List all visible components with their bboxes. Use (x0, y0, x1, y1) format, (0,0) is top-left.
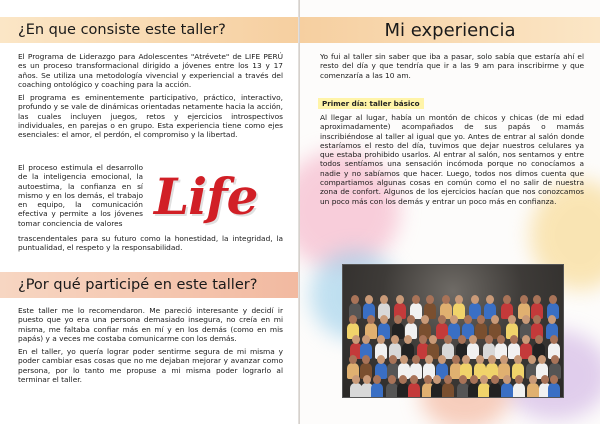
why-paragraph-2: En el taller, yo quería lograr poder sentirme segura de mi misma y poder cambiar esas cosas que no me dejaban mejorar y avanzar como persona, por lo tanto me propuse a mi misma poder lograrlo al terminar el taller. (18, 347, 283, 385)
photo-person-head (362, 355, 370, 364)
photo-person-head (476, 355, 484, 364)
photo-person-head (410, 375, 418, 384)
photo-person (408, 383, 420, 398)
photo-person-head (486, 295, 494, 304)
why-paragraph-1: Este taller me lo recomendaron. Me pareció interesante y decidí ir puesto que yo era una persona demasiado insegura, no creía en mi misma, me faltaba confiar más en mí y en los demás (como en mis papás) y a veces me costaba comunicarme con los demás. (18, 306, 283, 343)
heading-band-consiste (0, 17, 300, 43)
day-one-tag: Primer día: taller básico (318, 98, 424, 109)
photo-person-head (538, 355, 546, 364)
why-text-block (18, 306, 283, 388)
intro-paragraph-3-cont: trascendentales para su futuro como la honestidad, la integridad, la puntualidad, el respeto y la responsabilidad. (18, 234, 283, 253)
intro-paragraph-1: El Programa de Liderazgo para Adolescentes "Atrévete" de LIFE PERÚ es un proceso transformacional dirigido a jóvenes entre los 13 y 17 años. Se utiliza una metodología vivencial y experiencial a través del coaching ontológico y coaching para la acción. (18, 52, 283, 89)
group-photo (342, 264, 564, 398)
photo-person-head (438, 315, 446, 324)
photo-person-head (535, 335, 543, 344)
photo-person (501, 383, 513, 398)
intro-paragraph-3: El proceso estimula el desarrollo de la inteligencia emocional, la autoestima, la confianza en sí mismo y en los demás, el trabajo en equipo, la comunicación efectiva y permite a los jóvenes tomar conciencia de valores (18, 163, 143, 228)
photo-person-head (425, 355, 433, 364)
photo-person-head (426, 295, 434, 304)
photo-person-head (551, 355, 559, 364)
photo-person-head (528, 355, 536, 364)
heading-band-por-que (0, 272, 300, 298)
photo-person-head (462, 355, 470, 364)
photo-person-head (488, 355, 496, 364)
experience-paragraph-1: Yo fui al taller sin saber que iba a pasar, solo sabía que estaría ahí el resto del día y que tendría que ir a las 9 am para inscribirme y que comenzaría a las 10 am. (320, 52, 584, 80)
photo-person-head (404, 335, 412, 344)
photo-person (527, 383, 539, 398)
heading-experiencia: Mi experiencia (384, 19, 516, 41)
intro-paragraph-3-continuation (18, 234, 283, 257)
photo-person-head (510, 335, 518, 344)
photo-person-head (533, 315, 541, 324)
photo-person-head (450, 315, 458, 324)
intro-paragraph-3-wrap (18, 163, 143, 232)
photo-person (442, 383, 454, 398)
photo-person-head (396, 295, 404, 304)
photo-person-head (352, 375, 360, 384)
photo-person (513, 383, 525, 398)
heading-por-que: ¿Por qué participé en este taller? (18, 277, 258, 293)
photo-person-head (520, 295, 528, 304)
heading-band-experiencia (300, 17, 600, 43)
right-page (300, 0, 600, 424)
photo-person-head (373, 375, 381, 384)
life-logo (150, 168, 282, 226)
photo-person (457, 383, 469, 398)
photo-person-head (459, 375, 467, 384)
photo-person-head (391, 335, 399, 344)
intro-text-block (18, 52, 283, 144)
photo-person-head (412, 355, 420, 364)
photo-person-head (548, 315, 556, 324)
photo-person-head (399, 375, 407, 384)
photo-person-head (380, 295, 388, 304)
photo-person-head (424, 375, 432, 384)
life-logo-text: Life (154, 167, 258, 226)
photo-person-head (533, 295, 541, 304)
photo-person-head (471, 295, 479, 304)
experience-text-block-1 (320, 52, 584, 84)
photo-person-head (541, 375, 549, 384)
photo-person-head (464, 315, 472, 324)
photo-person-head (351, 295, 359, 304)
photo-person-head (377, 355, 385, 364)
photo-person (489, 383, 501, 398)
intro-paragraph-2: El programa es eminentemente participativo, práctico, interactivo, profundo y se vale de dinámicas orientadas netamente hacia la acción, las cuales incluyen juegos, retos y ejercicios introspectivos individuales, en parejas o en grupo. Esta experiencia tiene como ejes esenciales: el amor, el perdón, el compromiso y la libertad. (18, 93, 283, 140)
photo-person-head (469, 335, 477, 344)
photo-person-head (491, 375, 499, 384)
photo-person-head (367, 315, 375, 324)
photo-person-head (529, 375, 537, 384)
photo-person-head (433, 375, 441, 384)
heading-consiste: ¿En que consiste este taller? (18, 22, 226, 38)
experience-paragraph-2: Al llegar al lugar, había un montón de chicos y chicas (de mi edad aproximadamente) acompañados de sus papás o mamás inscribiéndose al taller al igual que yo. Antes de entrar al salón donde estaríamos el resto del día, tuvimos que dejar nuestros celulares ya que estaba prohibido usarlos. Al entrar al salón, nos sentamos y entre todos sentíamos una sensación incómoda porque no conocíamos a nadie y no sabíamos que hacer. Luego, todos nos dimos cuenta que compartiamos algunas cosas en común como el no salir de nuestra zona de confort. Algunos de los ejercicios hacían que nos conozcamos un poco más con los demás y entrar un poco más en confianza. (320, 113, 584, 206)
photo-person-head (363, 375, 371, 384)
photo-person (548, 383, 560, 398)
photo-person-head (419, 335, 427, 344)
photo-person (371, 383, 383, 398)
photo-person-head (497, 335, 505, 344)
photo-person-head (438, 355, 446, 364)
experience-text-block-2 (320, 113, 584, 210)
photo-person-head (549, 295, 557, 304)
photo-person-head (522, 315, 530, 324)
photo-person-head (380, 315, 388, 324)
photo-person-head (352, 335, 360, 344)
photo-person-head (394, 315, 402, 324)
photo-person-head (485, 335, 493, 344)
